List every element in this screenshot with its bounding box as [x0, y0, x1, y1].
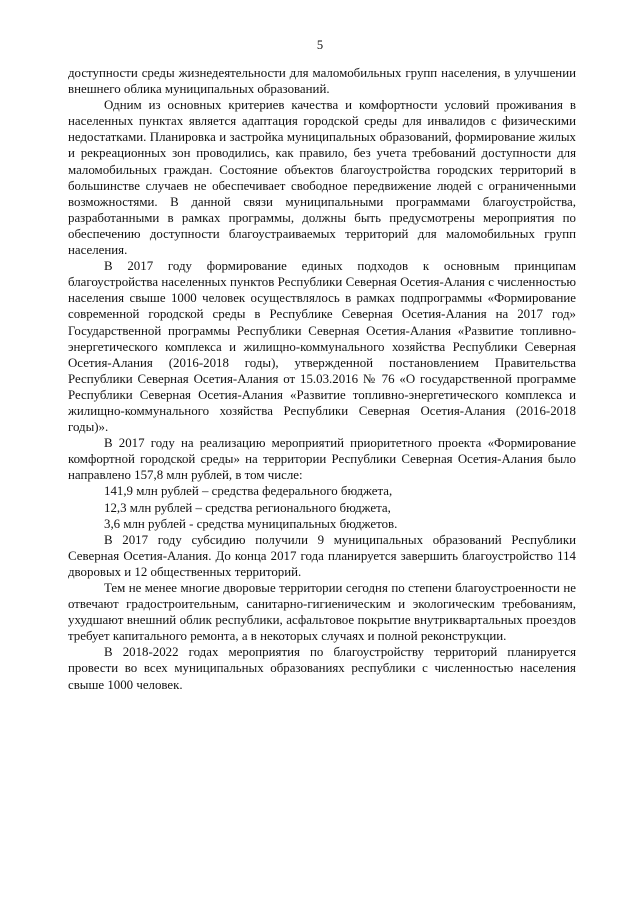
paragraph-accessibility-criteria: Одним из основных критериев качества и комфортности условий проживания в населенных пунктах является адаптация городской среды для инвалидов с физическими недостатками. Планировка и застройка муниципальных образований, формирование жилых и рекреационных зон проводились, как правило, без учета требований доступности для маломобильных граждан. Состояние объектов благоустройства городских территорий в большинстве случаев не обеспечивает свободное передвижение людей с ограниченными возможностями. В данной связи муниципальными программами благоустройства, разработанными в рамках программы, должны быть предусмотрены мероприятия по обеспечению доступности благоустраиваемых территорий для маломобильных групп населения. — [68, 98, 576, 258]
document-body — [68, 65, 576, 693]
paragraph-2018-2022-plans: В 2018-2022 годах мероприятия по благоустройству территорий планируется провести во всех муниципальных образованиях республики с численностью населения свыше 1000 человек. — [68, 645, 576, 692]
funding-item-federal: 141,9 млн рублей – средства федерального бюджета, — [104, 484, 393, 499]
paragraph-2017-funding: В 2017 году на реализацию мероприятий приоритетного проекта «Формирование комфортной городской среды» на территории Республики Северная Осетия-Алания было направлено 157,8 млн рублей, в том числе: — [68, 436, 576, 483]
paragraph-subsidy: В 2017 году субсидию получили 9 муниципальных образований Республики Северная Осетия-Алания. До конца 2017 года планируется завершить благоустройство 114 дворовых и 12 общественных территорий. — [68, 532, 576, 579]
paragraph-2017-approaches: В 2017 году формирование единых подходов к основным принципам благоустройства населенных пунктов Республики Северная Осетия-Алания с численностью населения свыше 1000 человек осуществлялось в рамках подпрограммы «Формирование современной городской среды в Республике Северная Осетия-Алания на 2017 год» Государственной программы Республики Северная Осетия-Алания «Развитие топливно-энергетического комплекса и жилищно-коммунального хозяйства Республики Северная Осетия-Алания (2016-2018 годы), утвержденной постановлением Правительства Республики Северная Осетия-Алания от 15.03.2016 № 76 «О государственной программе Республики Северная Осетия-Алания «Развитие топливно-энергетического комплекса и жилищно-коммунального хозяйства Республики Северная Осетия-Алания (2016-2018 годы)». — [68, 259, 576, 435]
funding-item-municipal: 3,6 млн рублей - средства муниципальных бюджетов. — [104, 516, 398, 531]
paragraph-courtyards-condition: Тем не менее многие дворовые территории сегодня по степени благоустроенности не отвечают градостроительным, санитарно-гигиеническим и экологическим требованиям, ухудшают внешний облик республики, асфальтовое покрытие внутриквартальных проездов требует капитального ремонта, а в некоторых случаях и полной реконструкции. — [68, 581, 576, 644]
funding-item-regional: 12,3 млн рублей – средства регионального бюджета, — [104, 500, 391, 515]
page-number: 5 — [316, 38, 324, 52]
paragraph-continuation: доступности среды жизнедеятельности для маломобильных групп населения, в улучшении внешнего облика муниципальных образований. — [68, 66, 576, 97]
